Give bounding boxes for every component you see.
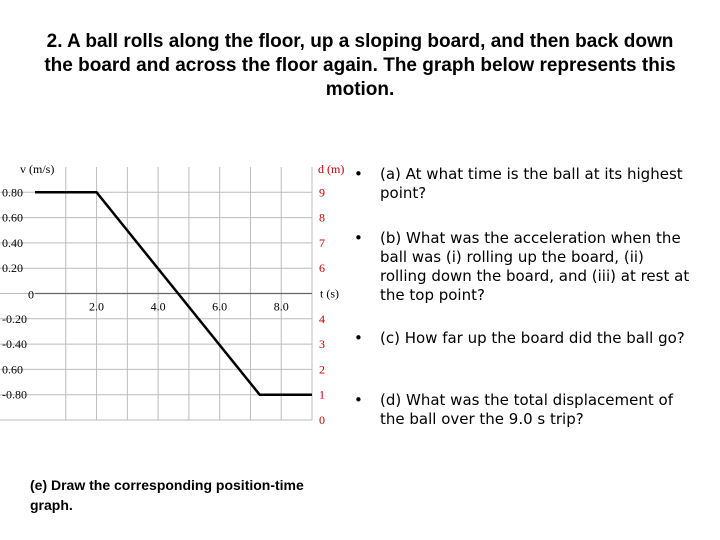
question-a [354, 165, 694, 229]
right-tick-label: 7 [319, 235, 325, 250]
question-c [354, 329, 694, 391]
right-tick-label: 6 [319, 261, 325, 276]
left-axis-label: v (m/s) [20, 162, 55, 176]
right-tick-label: 8 [319, 210, 325, 225]
bullet-icon: • [354, 229, 363, 247]
heading-line-1: 2. A ball rolls along the floor, up a sloping board, and then back down [46, 31, 674, 52]
right-axis-label: d (m) [318, 162, 345, 176]
heading-line-3: motion. [325, 79, 395, 100]
right-tick-label: 3 [319, 337, 325, 352]
bullet-icon: • [354, 329, 363, 347]
left-tick-label: 0.60 [2, 362, 23, 377]
x-tick-label: 4.0 [150, 299, 166, 314]
x-tick-label: 6.0 [212, 299, 228, 314]
left-tick-label: 0.40 [2, 235, 23, 250]
x-tick-label: 2.0 [89, 299, 105, 314]
left-tick-label: -0.80 [2, 387, 27, 402]
bullet-icon: • [354, 391, 363, 409]
right-tick-label: 9 [319, 185, 325, 200]
right-tick-label: 2 [319, 362, 325, 377]
question-d-text: (d) What was the total displacement of the ball over the 9.0 s trip? [380, 391, 673, 428]
footnote-question-e: (e) Draw the corresponding position-time graph. [30, 477, 304, 513]
left-tick-label: -0.40 [2, 337, 27, 352]
left-tick-label: 0.80 [2, 185, 23, 200]
question-a-text: (a) At what time is the ball at its highest point? [380, 165, 683, 202]
left-tick-label: 0.60 [2, 210, 23, 225]
question-list [354, 165, 694, 451]
right-tick-label: 4 [319, 311, 325, 326]
question-c-text: (c) How far up the board did the ball go? [380, 329, 685, 347]
right-tick-label: 1 [319, 387, 325, 402]
question-heading [30, 30, 690, 102]
heading-line-2: the board and across the floor again. The graph below represents this [44, 55, 676, 76]
velocity-time-chart [0, 155, 350, 430]
x-tick-label: 8.0 [273, 299, 289, 314]
bullet-icon: • [354, 165, 363, 183]
x-axis-label: t (s) [320, 286, 339, 301]
left-tick-label: -0.20 [2, 311, 27, 326]
question-b-text: (b) What was the acceleration when the ball was (i) rolling up the board, (ii) rolling down the board, and (iii) at rest at the top point? [380, 229, 690, 304]
left-tick-label: 0.20 [2, 261, 23, 276]
chart-labels [2, 162, 344, 427]
right-tick-label: 0 [319, 413, 325, 427]
question-d [354, 391, 694, 451]
left-tick-label: 0 [28, 287, 34, 302]
question-b [354, 229, 694, 329]
